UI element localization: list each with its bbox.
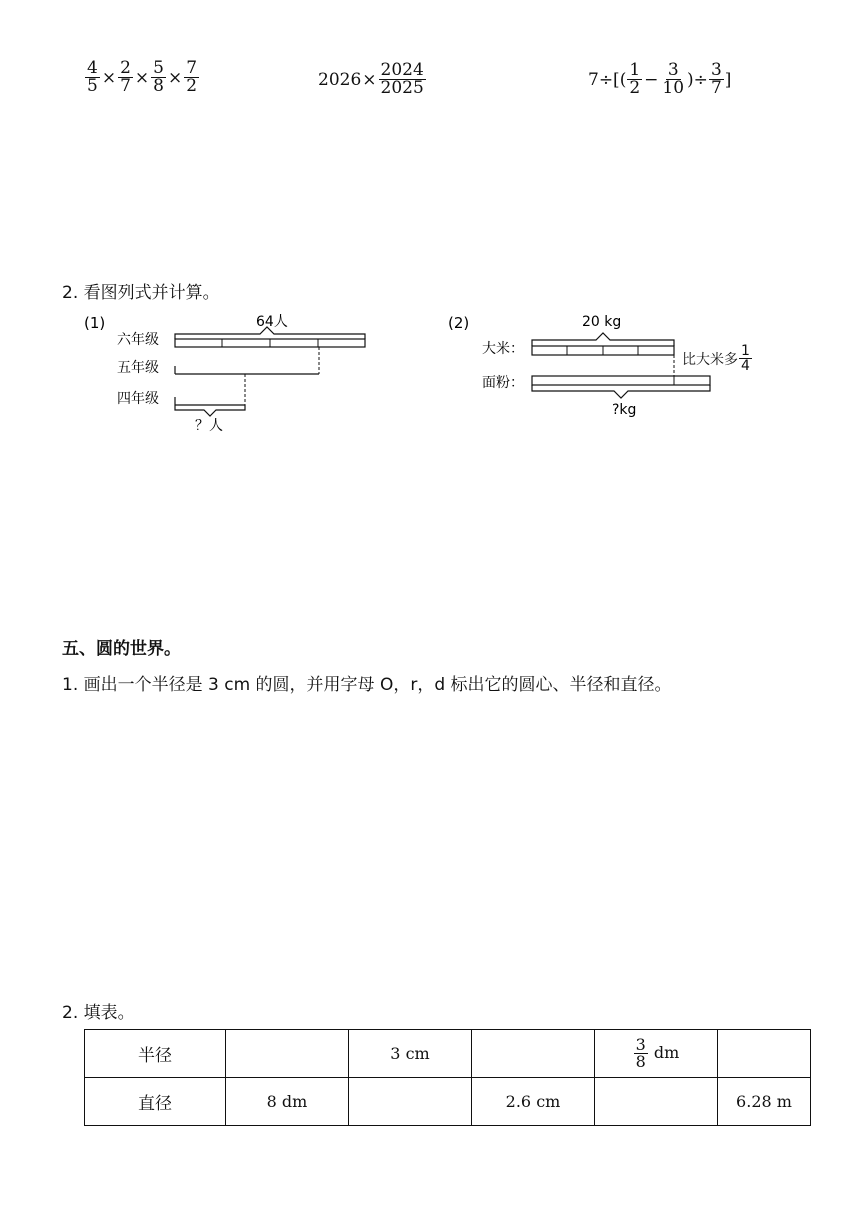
segment-diagram-1 [82, 308, 382, 438]
table-cell-fraction: $\frac{3}{8}$ dm [595, 1030, 718, 1078]
diagram-2-number: (2) [448, 314, 470, 332]
fraction: $\frac{1}{2}$ [629, 60, 641, 98]
expression-1: $\frac{4}{5}$ × $\frac{2}{7}$ × $\frac{5}{8}$ × $\frac{7}{2}$ [87, 58, 198, 96]
brace-top [532, 333, 674, 346]
radius-diameter-table [84, 1029, 811, 1126]
diagram-1-number: (1) [84, 314, 106, 332]
fraction: $\frac{3}{8}$ [635, 1035, 646, 1071]
fraction: $\frac{7}{2}$ [186, 58, 198, 96]
table-cell[interactable] [226, 1030, 349, 1078]
table-cell: 2.6 cm [472, 1078, 595, 1126]
fraction: $\frac{2024}{2025}$ [380, 60, 424, 98]
table-row-diameter [85, 1078, 811, 1126]
brace-bottom [532, 385, 710, 398]
question-5-1-text: 1. 画出一个半径是 3 cm 的圆，并用字母 O，r，d 标出它的圆心、半径和直径。 [62, 675, 672, 695]
table-cell: 6.28 m [718, 1078, 811, 1126]
row-label-diameter: 直径 [85, 1078, 226, 1126]
diagram-rice-flour [446, 308, 786, 428]
section-5-title: 五、圆的世界。 [62, 639, 181, 659]
fraction: $\frac{3}{10}$ [662, 60, 685, 98]
table-cell[interactable] [349, 1078, 472, 1126]
row-label-radius: 半径 [85, 1030, 226, 1078]
label-flour-unknown: ?kg [612, 402, 637, 418]
label-rice-total: 20 kg [582, 314, 622, 330]
expression-2: 2026 × $\frac{2024}{2025}$ [318, 60, 424, 98]
fraction: $\frac{1}{4}$ [741, 343, 750, 374]
question-5-2-title: 2. 填表。 [62, 1003, 135, 1023]
question-2-title: 2. 看图列式并计算。 [62, 283, 220, 303]
bar-flour [532, 376, 710, 385]
label-flour: 面粉： [482, 375, 524, 391]
fraction: $\frac{2}{7}$ [120, 58, 131, 96]
brace-bottom [175, 405, 245, 416]
table-cell[interactable] [718, 1030, 811, 1078]
label-unknown: ？人 [195, 418, 223, 434]
table-cell[interactable] [595, 1078, 718, 1126]
fraction: $\frac{5}{8}$ [153, 58, 164, 96]
label-grade-6: 六年级 [117, 332, 159, 348]
table-cell: 8 dm [226, 1078, 349, 1126]
label-more-than-rice: 比大米多 $\frac{1}{4}$ [682, 343, 750, 374]
label-grade-5: 五年级 [117, 360, 159, 376]
fraction: $\frac{4}{5}$ [87, 58, 98, 96]
fraction: $\frac{3}{7}$ [710, 60, 722, 98]
expression-3: 7÷[( $\frac{1}{2}$ − $\frac{3}{10}$ )÷ $\frac{3}{7}$ ] [588, 60, 732, 98]
diagram-grade-students [82, 308, 382, 438]
table-cell: 3 cm [349, 1030, 472, 1078]
label-total: 64人 [256, 314, 288, 330]
table-cell[interactable] [472, 1030, 595, 1078]
table-row-radius [85, 1030, 811, 1078]
label-grade-4: 四年级 [117, 391, 159, 407]
label-rice: 大米： [482, 341, 524, 357]
